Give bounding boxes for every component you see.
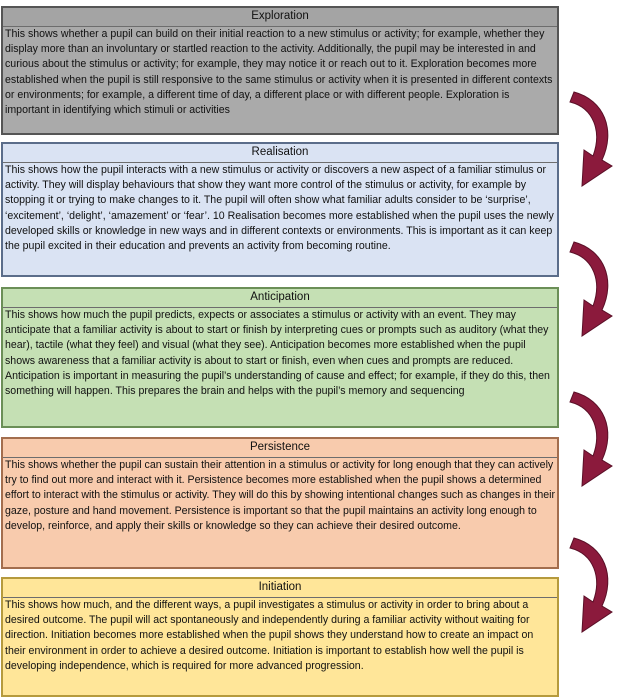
panel-title: Exploration [3,8,557,27]
panel-text: This shows whether a pupil can build on their initial reaction to a new stimulus or activity; for example, whether they display more than an involuntary or startled reaction to the activity. Additionally, the pupil may be interested in and curious about the stimulus or activity; for example, they may notice it or reach out to it. Exploration becomes more established when the pupil is still responsive to the same stimulus or activity when it is presented in different contexts or environments; for example, a different time of day, a different place or with different people. Exploration is important in identifying which stimuli or activities [5,28,553,117]
panel-persistence [1,437,559,569]
panel-title: Persistence [3,439,557,458]
panel-text: This shows how much the pupil predicts, expects or associates a stimulus or activity with an event. They may anticipate that a familiar activity is about to start or finish by interpreting cues or prompts such as auditory (what they hear), tactile (what they feel) and visual (what they see). Anticipation becomes more established when the pupil shows awareness that a familiar activity is about to start or finish, even when cues and prompts are reduced. Anticipation is important in measuring the pupil’s understanding of cause and effect; for example, if they do this, then something will happen. This prepares the brain and helps with the pupil’s memory and sequencing [5,309,550,398]
panel-exploration [1,6,559,135]
panel-title: Realisation [3,144,557,163]
curved-arrow-icon [560,382,624,492]
panel-text: This shows whether the pupil can sustain their attention in a stimulus or activity for long enough that they can actively try to find out more and interact with it. Persistence becomes more established when the pupil shows a determined effort to interact with the stimulus or activity. They will do this by showing intentional changes such as changes in their gaze, posture and hand movement. Persistence is important so that the pupil maintains an activity long enough to develop, reinforce, and apply their skills or knowledge so they can achieve their desired outcome. [5,459,555,532]
panel-text: This shows how the pupil interacts with a new stimulus or activity or discovers a new aspect of a familiar stimulus or activity. They will display behaviours that show they want more control of the stimulus or activity, for example by stopping it or trying to make changes to it. The pupil will often show what familiar adults consider to be ‘surprise’, ‘excitement’, ‘delight’, ‘amazement’ or ‘fear’. 10 Realisation becomes more established when the pupil uses the newly developed skills or knowledge in new ways and in different contexts or environments. This is important as it can keep the pupil excited in their education and prevents an activity from becoming routine. [5,164,554,253]
panel-title: Initiation [3,579,557,598]
curved-arrow-icon [560,528,624,638]
curved-arrow-icon [560,232,624,342]
panel-realisation [1,142,559,277]
panel-anticipation [1,287,559,428]
panel-initiation [1,577,559,697]
curved-arrow-icon [560,82,624,192]
panel-title: Anticipation [3,289,557,308]
panel-text: This shows how much, and the different ways, a pupil investigates a stimulus or activity in order to bring about a desired outcome. The pupil will act spontaneously and independently during a familiar activity without waiting for direction. Initiation becomes more established when the pupil shows they understand how to create an impact on their environment in order to achieve a desired outcome. Initiation is important to establish how well the pupil is developing independence, which is required for more advanced progression. [5,599,534,672]
